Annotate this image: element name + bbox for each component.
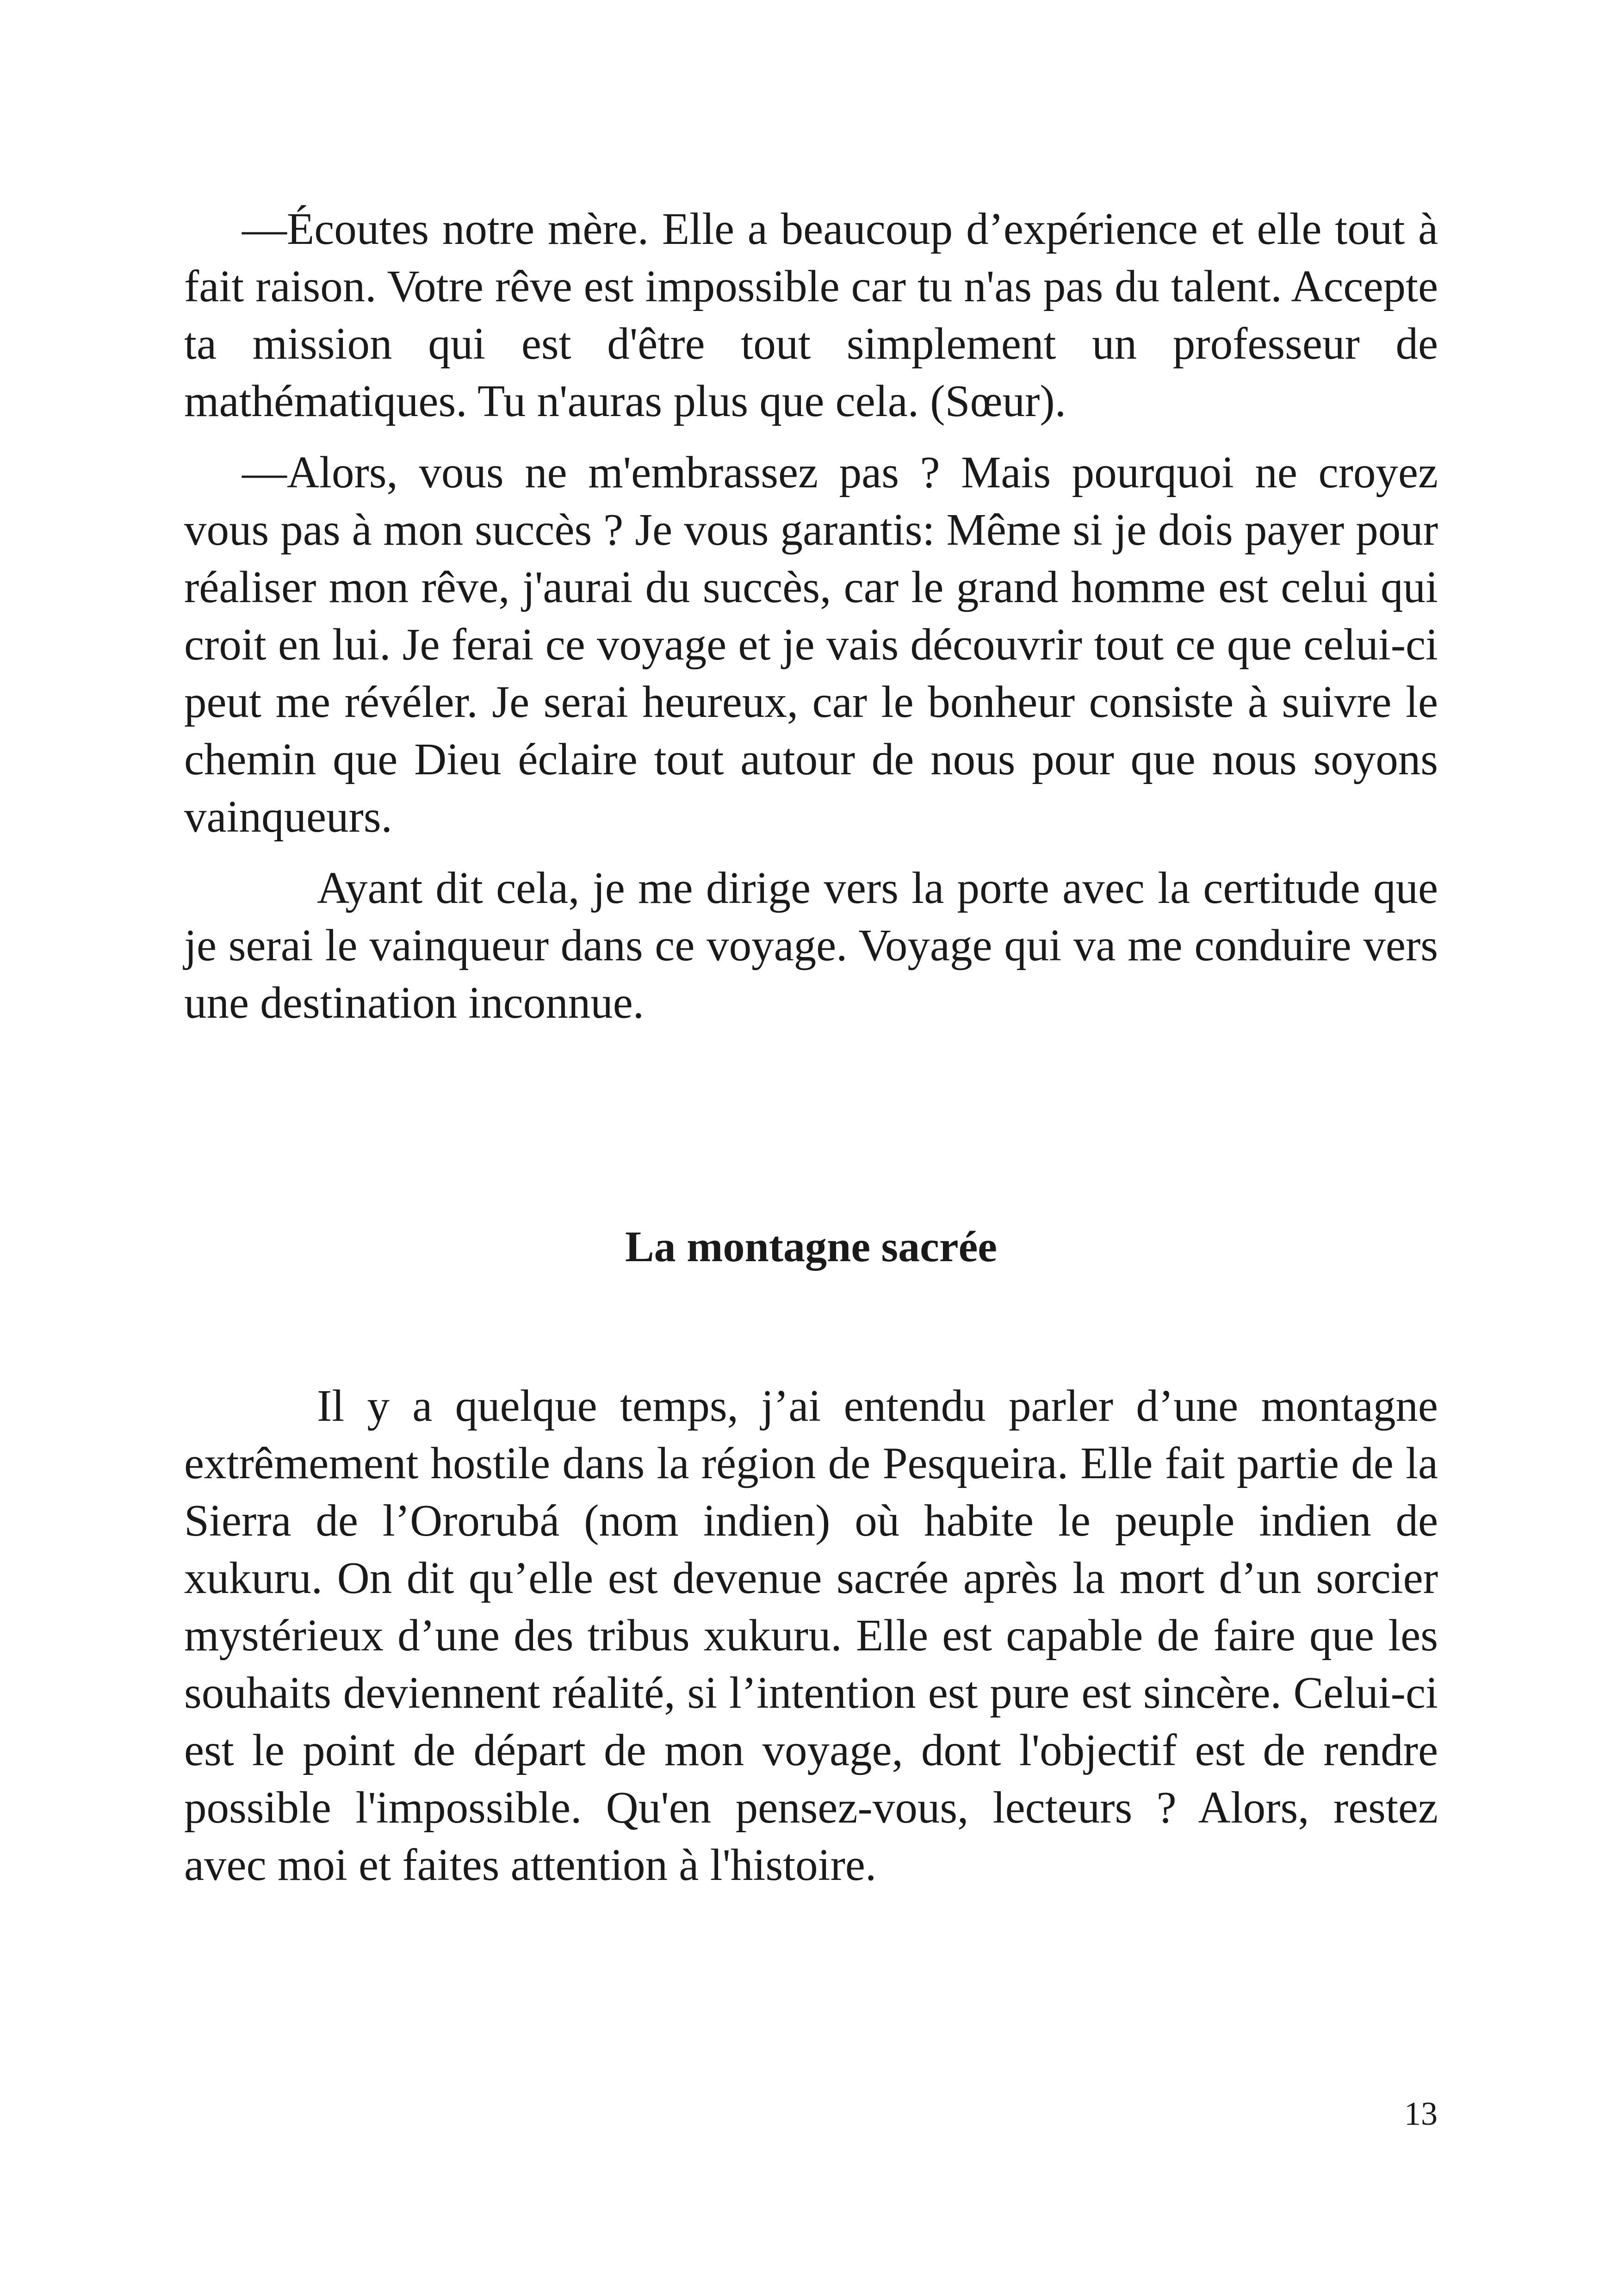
- dialogue-paragraph-narrator: —Alors, vous ne m'embrassez pas ? Mais pourquoi ne croyez vous pas à mon succès ? Je vous garantis: Même si je dois payer pour réaliser mon rêve, j'aurai du succès, car le grand homme est celui qui croit en lui. Je ferai ce voyage et je vais découvrir tout ce que celui-ci peut me révéler. Je serai heureux, car le bonheur consiste à suivre le chemin que Dieu éclaire tout autour de nous pour que nous soyons vainqueurs.: [184, 448, 1438, 841]
- top-text-block: [184, 200, 1438, 1045]
- narrative-paragraph-departure: Ayant dit cela, je me dirige vers la porte avec la certitude que je serai le vainqueur dans ce voyage. Voyage qui va me conduire vers une destination inconnue.: [184, 863, 1438, 1027]
- page-number: 13: [1404, 2095, 1438, 2132]
- dialogue-paragraph-sister: —Écoutes notre mère. Elle a beaucoup d’expérience et elle tout à fait raison. Votre rêve est impossible car tu n'as pas du talent. Accepte ta mission qui est d'être tout simplement un professeur de mathématiques. Tu n'auras plus que cela. (Sœur).: [184, 204, 1438, 426]
- bottom-text-block: [184, 1377, 1438, 1908]
- narrative-paragraph-mountain: Il y a quelque temps, j’ai entendu parler d’une montagne extrêmement hostile dans la région de Pesqueira. Elle fait partie de la Sierra de l’Ororubá (nom indien) où habite le peuple indien de xukuru. On dit qu’elle est devenue sacrée après la mort d’un sorcier mystérieux d’une des tribus xukuru. Elle est capable de faire que les souhaits deviennent réalité, si l’intention est pure est sincère. Celui-ci est le point de départ de mon voyage, dont l'objectif est de rendre possible l'impossible. Qu'en pensez-vous, lecteurs ? Alors, restez avec moi et faites attention à l'histoire.: [184, 1381, 1438, 1890]
- section-heading: La montagne sacrée: [625, 1223, 998, 1271]
